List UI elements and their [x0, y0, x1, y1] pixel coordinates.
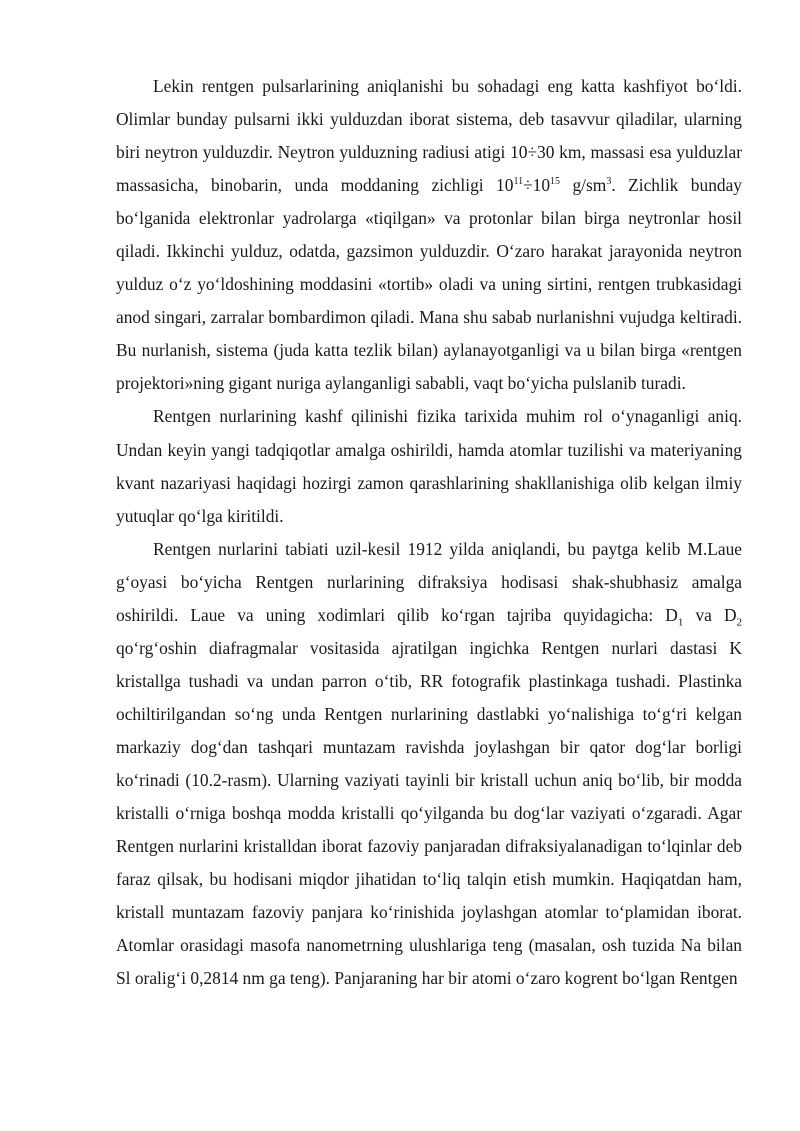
subscript: 2 [736, 616, 743, 629]
superscript: 15 [550, 176, 561, 188]
superscript: 11 [513, 176, 524, 188]
paragraph-laue [116, 533, 742, 996]
paragraph-pulsars [116, 70, 742, 400]
text-run: Rentgen nurlarini tabiati uzil-kesil 1912 yilda aniqlandi, bu paytga kelib M.Laue gʻoyasi boʻyicha Rentgen nurlarining difraksiya hodisasi shak-shubhasiz amalga oshirildi. Laue va uning xodimlari qilib koʻrgan tajriba quyidagicha: D [116, 538, 742, 625]
text-run: . Zichlik bunday boʻlganida elektronlar yadrolarga «tiqilgan» va protonlar bilan birga neytronlar hosil qiladi. Ikkinchi yulduz, odatda, gazsimon yulduzdir. Oʻzaro harakat jarayonida neytron yulduz oʻz yoʻldoshining moddasini «tortib» oladi va uning sirtini, rentgen trubkasidagi anod singari, zarralar bombardimon qiladi. Mana shu sabab nurlanishni vujudga keltiradi. Bu nurlanish, sistema (juda katta tezlik bilan) aylanayotganligi va u bilan birga «rentgen projektori»ning gigant nuriga aylanganligi sababli, vaqt boʻyicha pulslanib turadi. [116, 175, 742, 394]
text-run: va D [683, 604, 737, 625]
text-run: qoʻrgʻoshin diafragmalar vositasida ajratilgan ingichka Rentgen nurlari dastasi K kristallga tushadi va undan parron oʻtib, RR fotografik plastinkaga tushadi. Plastinka ochiltirilgandan soʻng unda Rentgen nurlarining dastlabki yoʻnalishiga toʻgʻri kelgan markaziy dogʻdan tashqari muntazam ravishda joylashgan bir qator dogʻlar borligi koʻrinadi (10.2-rasm). Ularning vaziyati tayinli bir kristall uchun aniq boʻlib, bir modda kristalli oʻrniga boshqa modda kristalli qoʻyilganda bu dogʻlar vaziyati oʻzgaradi. Agar Rentgen nurlarini kristalldan iborat fazoviy panjaradan difraksiyalanadigan toʻlqinlar deb faraz qilsak, bu hodisani miqdor jihatidan toʻliq talqin etish mumkin. Haqiqatdan ham, kristall muntazam fazoviy panjara koʻrinishida joylashgan atomlar toʻplamidan iborat. Atomlar orasidagi masofa nanometrning ulushlariga teng (masalan, osh tuzida Na bilan Sl oraligʻi 0,2814 nm ga teng). Panjaraning har bir atomi oʻzaro kogrent boʻlgan Rentgen [116, 637, 742, 989]
text-run: g/sm [560, 175, 607, 196]
document-page [116, 70, 742, 995]
paragraph-discovery: Rentgen nurlarining kashf qilinishi fizika tarixida muhim rol oʻynaganligi aniq. Undan keyin yangi tadqiqotlar amalga oshirildi, hamda atomlar tuzilishi va materiyaning kvant nazariyasi haqidagi hozirgi zamon qarashlarining shakllanishiga olib kelgan ilmiy yutuqlar qoʻlga kiritildi. [116, 406, 742, 526]
subscript: 1 [677, 616, 684, 629]
text-run: ÷10 [523, 175, 551, 196]
text-run: Lekin rentgen pulsarlarining aniqlanishi bu sohadagi eng katta kashfiyot boʻldi. Olimlar bunday pulsarni ikki yulduzdan iborat sistema, deb tasavvur qiladilar, ularning biri neytron yulduzdir. Neytron yulduzning radiusi atigi 10÷30 km, massasi esa yulduzlar massasicha, binobarin, unda moddaning zichligi 10 [116, 76, 742, 196]
superscript: 3 [606, 176, 612, 188]
